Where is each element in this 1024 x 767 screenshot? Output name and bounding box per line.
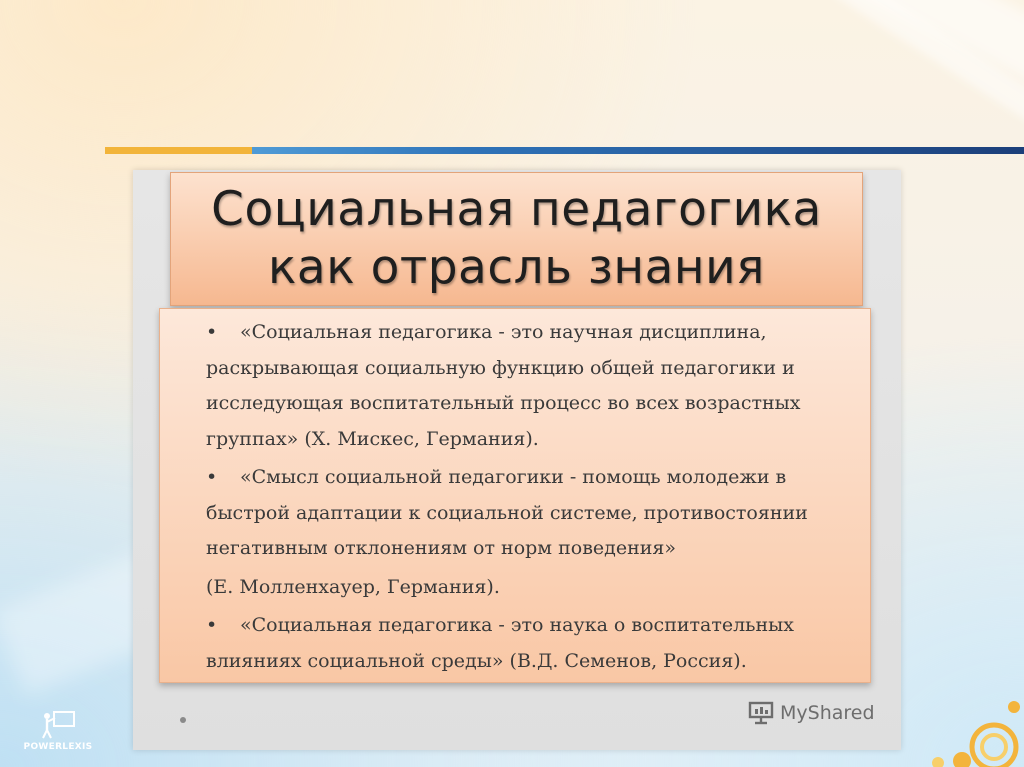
slide-dot	[180, 717, 186, 723]
title-line-2: как отрасль знания	[268, 240, 765, 295]
list-item-text: «Социальная педагогика - это наука о воспитательных влияниях социальной среды» (В.Д. Семенов, Россия).	[206, 614, 795, 672]
bullet-icon: •	[206, 466, 218, 488]
background-light-ray	[833, 0, 1024, 137]
myshared-watermark	[748, 700, 875, 726]
powerlexis-label: POWERLEXIS	[23, 742, 93, 752]
list-item-text: (Е. Молленхауер, Германия).	[206, 575, 500, 598]
list-item-text: «Смысл социальной педагогики - помощь молодежи в быстрой адаптации к социальной системе, противостоянии негативным отклонениям от норм поведения»	[206, 466, 808, 559]
person-board-icon	[38, 710, 78, 740]
content-box	[159, 308, 871, 683]
bullet-icon: •	[206, 614, 218, 636]
slide-title	[170, 172, 863, 306]
powerlexis-logo	[23, 710, 93, 754]
list-item	[206, 570, 854, 606]
background-light-ray	[765, 0, 1024, 92]
list-item	[206, 460, 854, 567]
list-item	[206, 315, 854, 457]
bullet-icon: •	[206, 321, 218, 343]
list-item	[206, 608, 854, 679]
myshared-label: MyShared	[780, 702, 875, 724]
presentation-icon	[748, 701, 774, 725]
list-item-text: «Социальная педагогика - это научная дисциплина, раскрывающая социальную функцию общей педагогики и исследующая воспитательный процесс во всех возрастных группах» (Х. Мискес, Германия).	[206, 321, 801, 450]
header-accent-bar	[105, 147, 1024, 154]
title-line-1: Социальная педагогика	[211, 182, 822, 237]
